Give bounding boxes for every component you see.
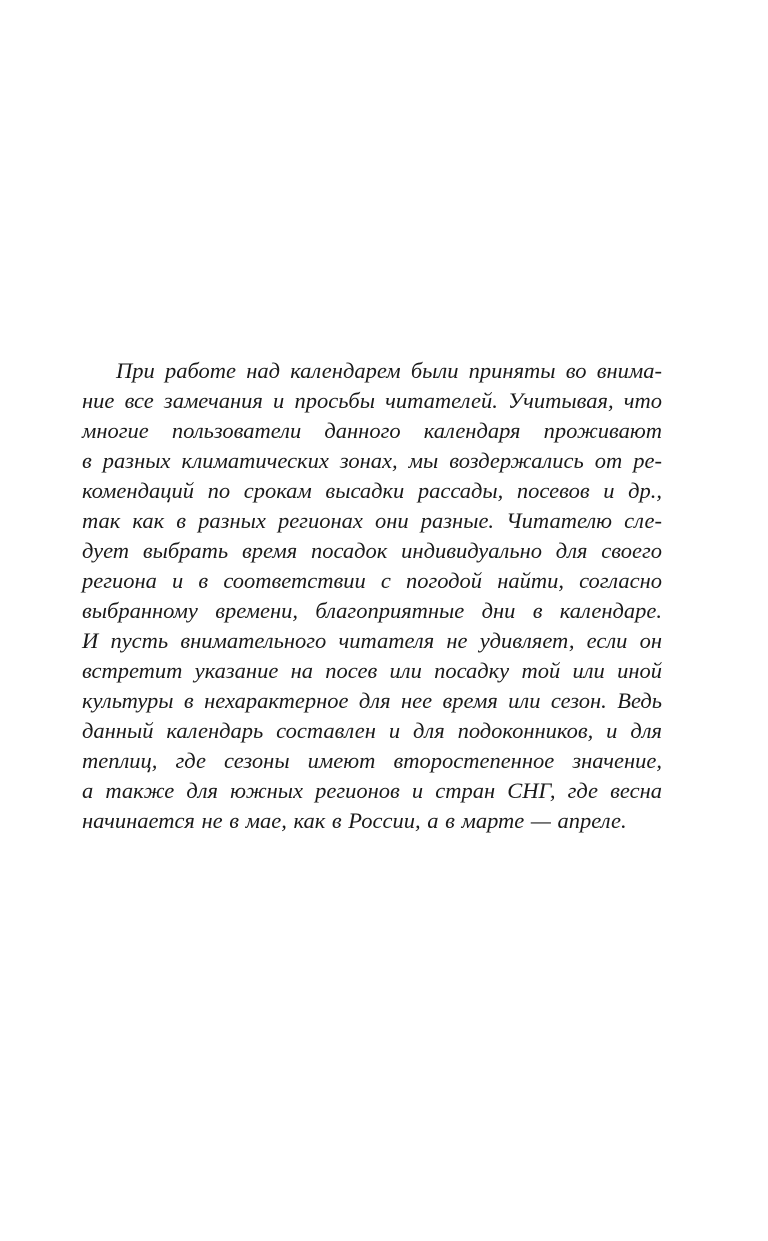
paragraph-line: многие пользователи данного календаря проживают [82, 418, 662, 443]
paragraph-line: культуры в нехарактерное для нее время или сезон. Ведь [82, 688, 662, 713]
paragraph-line: так как в разных регионах они разные. Читателю сле- [82, 508, 662, 533]
body-paragraph [82, 356, 662, 836]
paragraph-line: начинается не в мае, как в России, а в марте — апреле. [82, 808, 627, 833]
paragraph-line: И пусть внимательного читателя не удивляет, если он [82, 628, 662, 653]
paragraph-line: При работе над календарем были приняты во внима- [116, 358, 662, 383]
paragraph-line: дует выбрать время посадок индивидуально для своего [82, 538, 662, 563]
paragraph-line: выбранному времени, благоприятные дни в календаре. [82, 598, 662, 623]
paragraph-line: ние все замечания и просьбы читателей. Учитывая, что [82, 388, 662, 413]
paragraph-line: встретит указание на посев или посадку той или иной [82, 658, 662, 683]
paragraph-line: комендаций по срокам высадки рассады, посевов и др., [82, 478, 662, 503]
paragraph-line: региона и в соответствии с погодой найти, согласно [82, 568, 662, 593]
paragraph-line: данный календарь составлен и для подоконников, и для [82, 718, 662, 743]
paragraph-line: теплиц, где сезоны имеют второстепенное значение, [82, 748, 662, 773]
paragraph-line: а также для южных регионов и стран СНГ, где весна [82, 778, 662, 803]
paragraph-line: в разных климатических зонах, мы воздержались от ре- [82, 448, 662, 473]
